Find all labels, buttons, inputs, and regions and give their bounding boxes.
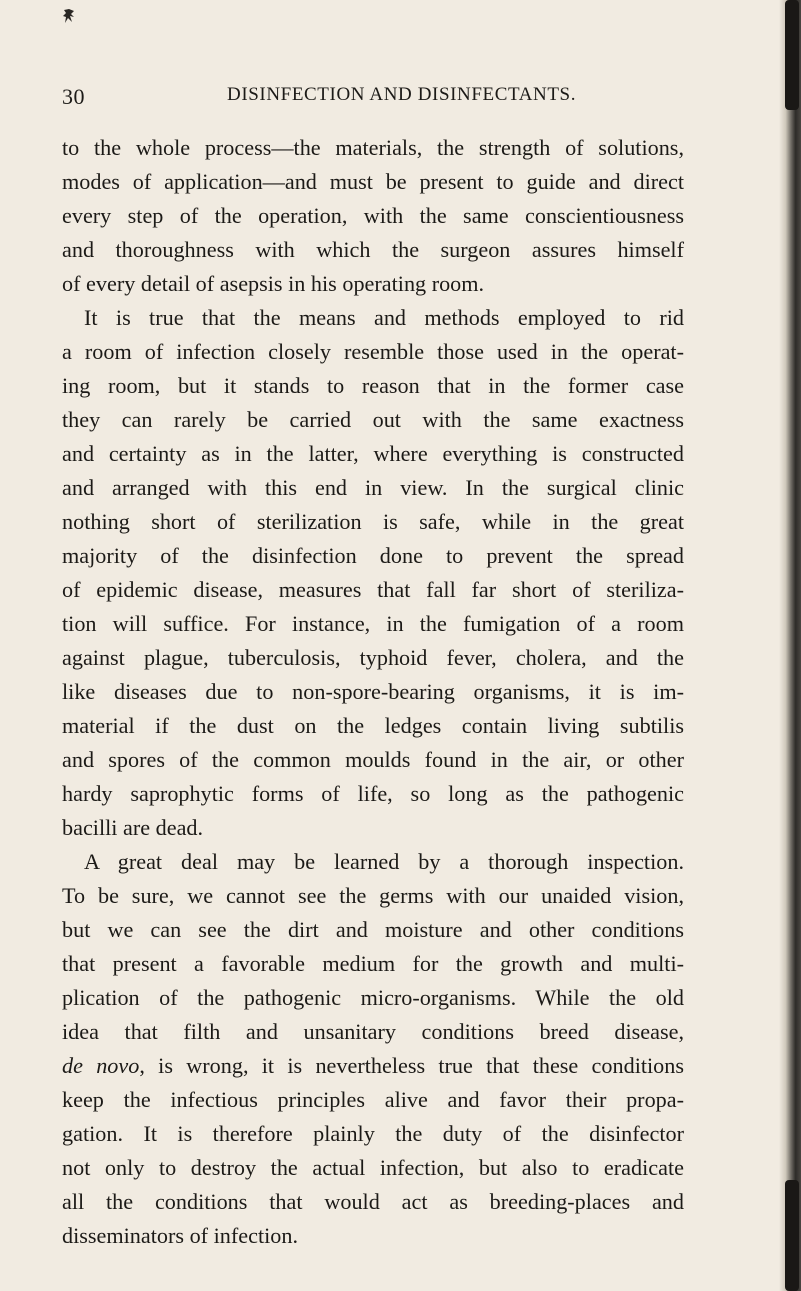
page-number: 30 [62,84,85,109]
text-line: plication of the pathogenic micro-organisms. While the old [62,985,684,1010]
running-title: DISINFECTION AND DISINFECTANTS. [227,84,577,105]
text-line: but we can see the dirt and moisture and other conditions [62,917,684,942]
library-stamp-mark [62,8,76,26]
text-line: ing room, but it stands to reason that in the former case [62,373,684,398]
text-line: they can rarely be carried out with the same exactness [62,407,684,432]
text-line: and spores of the common moulds found in the air, or other [62,747,684,772]
text-line: majority of the disinfection done to prevent the spread [62,543,684,568]
text-line: gation. It is therefore plainly the duty of the disinfector [62,1121,684,1146]
paragraph-start-line: A great deal may be learned by a thorough inspection. [84,849,684,874]
text-line: modes of application—and must be present to guide and direct [62,169,684,194]
running-header [62,84,680,112]
text-line: material if the dust on the ledges contain living subtilis [62,713,684,738]
text-line: disseminators of infection. [62,1223,299,1248]
line-remainder: , is wrong, it is nevertheless true that these conditions [139,1053,685,1078]
text-line: To be sure, we cannot see the germs with our unaided vision, [62,883,684,908]
text-line: and certainty as in the latter, where everything is constructed [62,441,684,466]
text-line: of every detail of asepsis in his operating room. [62,271,485,296]
body-text [62,131,684,1253]
text-line: hardy saprophytic forms of life, so long as the pathogenic [62,781,684,806]
edge-shadow [785,0,799,110]
text-line: and thoroughness with which the surgeon assures himself [62,237,684,262]
text-line: to the whole process—the materials, the strength of solutions, [62,135,684,160]
text-line: and arranged with this end in view. In the surgical clinic [62,475,684,500]
text-line: that present a favorable medium for the growth and multi- [62,951,684,976]
text-line: against plague, tuberculosis, typhoid fever, cholera, and the [62,645,684,670]
text-line: like diseases due to non-spore-bearing organisms, it is im- [62,679,684,704]
text-line: every step of the operation, with the same conscientiousness [62,203,684,228]
text-line: keep the infectious principles alive and favor their propa- [62,1087,684,1112]
text-line: a room of infection closely resemble those used in the operat- [62,339,684,364]
italic-phrase: de novo [62,1053,140,1078]
text-line: of epidemic disease, measures that fall far short of steriliza- [62,577,684,602]
text-line: not only to destroy the actual infection, but also to eradicate [62,1155,684,1180]
text-line-with-italic [62,1049,684,1083]
text-line: tion will suffice. For instance, in the fumigation of a room [62,611,684,636]
text-line: idea that filth and unsanitary conditions breed disease, [62,1019,684,1044]
text-line: nothing short of sterilization is safe, while in the great [62,509,684,534]
text-line: bacilli are dead. [62,815,204,840]
edge-shadow [785,1180,799,1291]
text-line: all the conditions that would act as breeding-places and [62,1189,684,1214]
page-binding-edge [779,0,801,1291]
paragraph-start-line: It is true that the means and methods employed to rid [84,305,684,330]
